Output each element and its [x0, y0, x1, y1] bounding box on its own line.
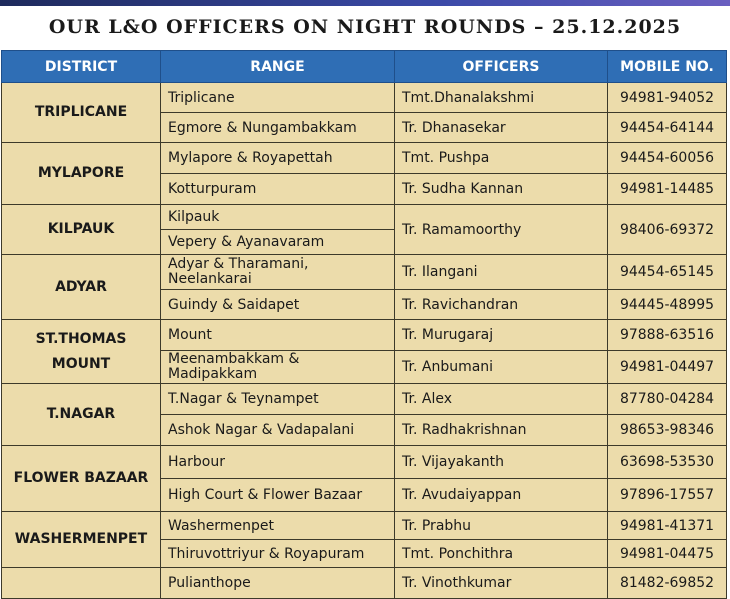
table-header-row — [2, 51, 727, 83]
district-cell: FLOWER BAZAAR — [2, 446, 161, 512]
range-cell: Guindy & Saidapet — [161, 290, 395, 320]
mobile-cell: 94981-04475 — [608, 540, 727, 568]
table-row — [2, 320, 727, 351]
range-cell: Washermenpet — [161, 512, 395, 540]
table-row — [2, 143, 727, 174]
officer-cell: Tr. Murugaraj — [395, 320, 608, 351]
mobile-header: MOBILE NO. — [608, 51, 727, 83]
range-cell: Mount — [161, 320, 395, 351]
officer-cell: Tr. Ilangani — [395, 255, 608, 290]
district-cell: T.NAGAR — [2, 384, 161, 446]
officer-cell: Tr. Prabhu — [395, 512, 608, 540]
district-cell: KILPAUK — [2, 205, 161, 255]
officer-cell: Tmt. Ponchithra — [395, 540, 608, 568]
range-cell: Ashok Nagar & Vadapalani — [161, 415, 395, 446]
district-cell: MYLAPORE — [2, 143, 161, 205]
range-cell: High Court & Flower Bazaar — [161, 479, 395, 512]
range-cell: Thiruvottriyur & Royapuram — [161, 540, 395, 568]
mobile-cell: 94445-48995 — [608, 290, 727, 320]
mobile-cell: 97888-63516 — [608, 320, 727, 351]
officer-cell: Tmt. Pushpa — [395, 143, 608, 174]
officer-cell: Tr. Avudaiyappan — [395, 479, 608, 512]
officer-cell: Tr. Radhakrishnan — [395, 415, 608, 446]
mobile-cell: 87780-04284 — [608, 384, 727, 415]
district-cell: ADYAR — [2, 255, 161, 320]
range-cell: Kotturpuram — [161, 174, 395, 205]
range-cell: Meenambakkam & Madipakkam — [161, 351, 395, 384]
mobile-cell: 81482-69852 — [608, 568, 727, 599]
officer-cell: Tr. Vijayakanth — [395, 446, 608, 479]
range-cell: Kilpauk — [161, 205, 395, 230]
range-cell: T.Nagar & Teynampet — [161, 384, 395, 415]
table-row — [2, 384, 727, 415]
officers-header: OFFICERS — [395, 51, 608, 83]
district-header: DISTRICT — [2, 51, 161, 83]
table-row — [2, 255, 727, 290]
officer-cell: Tr. Anbumani — [395, 351, 608, 384]
page-title: OUR L&O OFFICERS ON NIGHT ROUNDS – 25.12.2025 — [48, 16, 682, 38]
mobile-cell: 94454-64144 — [608, 113, 727, 143]
mobile-cell: 63698-53530 — [608, 446, 727, 479]
table-row — [2, 205, 727, 230]
table-row — [2, 512, 727, 540]
mobile-cell: 94454-65145 — [608, 255, 727, 290]
mobile-cell: 94981-14485 — [608, 174, 727, 205]
officers-table — [1, 50, 727, 599]
mobile-cell: 94454-60056 — [608, 143, 727, 174]
range-header: RANGE — [161, 51, 395, 83]
range-cell: Triplicane — [161, 83, 395, 113]
mobile-cell: 94981-04497 — [608, 351, 727, 384]
mobile-cell: 97896-17557 — [608, 479, 727, 512]
district-cell — [2, 568, 161, 599]
top-banner-strip — [0, 0, 730, 6]
range-cell: Vepery & Ayanavaram — [161, 230, 395, 255]
district-cell: WASHERMENPET — [2, 512, 161, 568]
mobile-cell: 98653-98346 — [608, 415, 727, 446]
mobile-cell: 94981-41371 — [608, 512, 727, 540]
officer-cell: Tr. Vinothkumar — [395, 568, 608, 599]
officer-cell: Tr. Dhanasekar — [395, 113, 608, 143]
table-row — [2, 568, 727, 599]
range-cell: Harbour — [161, 446, 395, 479]
officer-cell: Tmt.Dhanalakshmi — [395, 83, 608, 113]
district-cell: TRIPLICANE — [2, 83, 161, 143]
officer-cell: Tr. Sudha Kannan — [395, 174, 608, 205]
table-row — [2, 446, 727, 479]
range-cell: Pulianthope — [161, 568, 395, 599]
officer-cell: Tr. Ramamoorthy — [395, 205, 608, 255]
range-cell: Egmore & Nungambakkam — [161, 113, 395, 143]
district-cell: ST.THOMAS MOUNT — [2, 320, 161, 384]
mobile-cell: 94981-94052 — [608, 83, 727, 113]
range-cell: Mylapore & Royapettah — [161, 143, 395, 174]
officer-cell: Tr. Alex — [395, 384, 608, 415]
officer-cell: Tr. Ravichandran — [395, 290, 608, 320]
mobile-cell: 98406-69372 — [608, 205, 727, 255]
range-cell: Adyar & Tharamani, Neelankarai — [161, 255, 395, 290]
table-row — [2, 83, 727, 113]
